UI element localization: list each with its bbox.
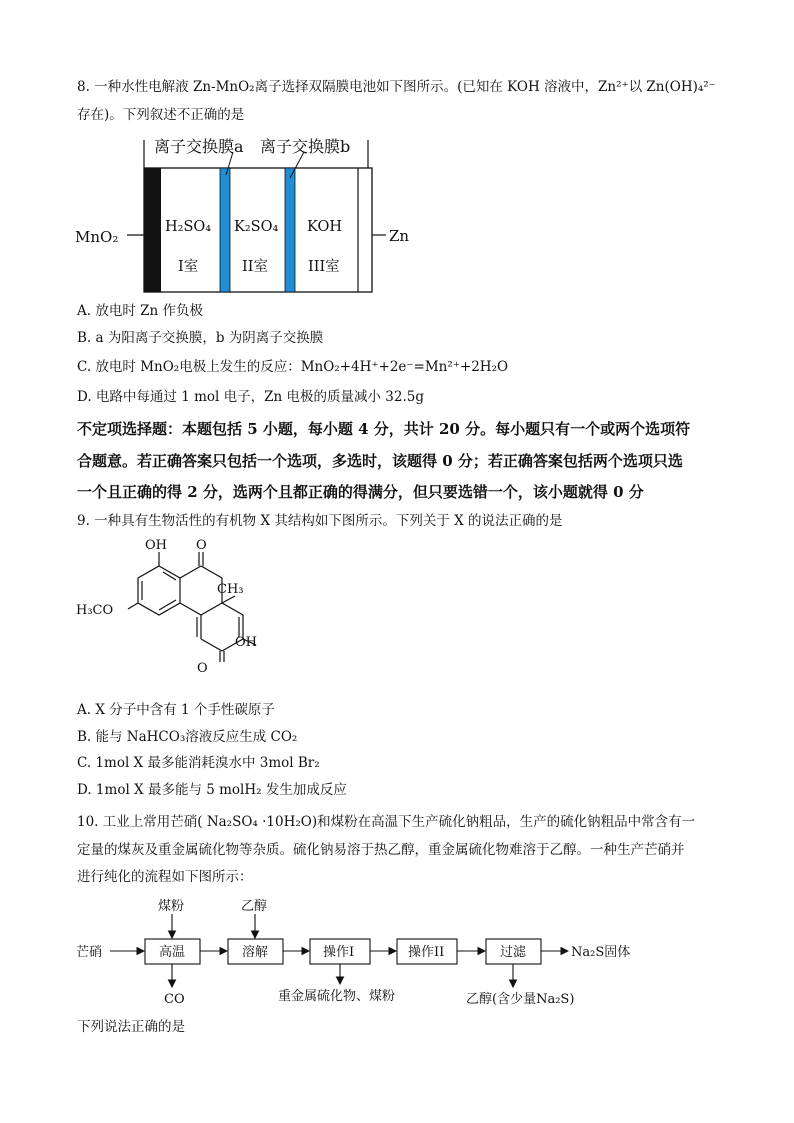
flow-output-label: Na₂S固体 [571,945,631,960]
q8-option-c[interactable]: C. 放电时 MnO₂电极上发生的反应：MnO₂+4H⁺+2e⁻=Mn²⁺+2H₂O [77,359,509,375]
left-electrode-label: MnO₂ [75,228,119,246]
battery-diagram [70,130,420,300]
label-o-bottom: O [197,661,208,676]
box-high-temp-label: 高温 [159,945,186,960]
flow-ethanol-out-label: 乙醇(含少量Na₂S) [466,992,575,1007]
label-oh-right: OH [235,635,257,650]
section-instructions-line1: 不定项选择题：本题包括 5 小题，每小题 4 分，共计 20 分。每小题只有一个或两个选项符 [77,420,691,438]
chamber1-solution: H₂SO₄ [165,219,212,235]
q9-option-a[interactable]: A. X 分子中含有 1 个手性碳原子 [77,702,275,718]
q8-stem-line2: 存在)。下列叙述不正确的是 [77,107,245,123]
box-dissolve-label: 溶解 [242,945,269,960]
chamber3-solution: KOH [307,219,342,235]
flow-residue-label: 重金属硫化物、煤粉 [278,989,396,1004]
q9-option-b[interactable]: B. 能与 NaHCO₃溶液反应生成 CO₂ [77,729,298,745]
q8-stem-line1: 8. 一种水性电解液 Zn-MnO₂离子选择双隔膜电池如下图所示。(已知在 KOH 溶液中，Zn²⁺以 Zn(OH)₄²⁻ [77,79,716,95]
box-operation-2-label: 操作II [408,945,445,960]
flow-coal-label: 煤粉 [158,899,185,914]
box-filter-label: 过滤 [500,945,527,960]
membrane-b [285,168,295,292]
flow-co-label: CO [164,992,185,1007]
label-ch3: CH₃ [217,582,244,597]
chamber2-solution: K₂SO₄ [234,219,279,235]
label-methoxy: H₃CO [76,603,114,618]
q10-stem-line3: 进行纯化的流程如下图所示： [77,869,253,885]
flow-input-label: 芒硝 [76,945,103,960]
q8-option-a[interactable]: A. 放电时 Zn 作负极 [77,303,203,319]
flow-ethanol-label: 乙醇 [241,899,268,914]
membrane-a [220,168,230,292]
chamber3-name: III室 [308,259,340,275]
q10-stem-line1: 10. 工业上常用芒硝( Na₂SO₄ ·10H₂O)和煤粉在高温下生产硫化钠粗品，生产的硫化钠粗品中常含有一 [77,814,696,830]
membrane-a-label: 离子交换膜a [154,137,244,156]
label-oh-top: OH [145,538,167,553]
right-electrode-label: Zn [389,227,410,245]
q9-stem: 9. 一种具有生物活性的有机物 X 其结构如下图所示。下列关于 X 的说法正确的是 [77,513,563,529]
section-instructions-line3: 一个且正确的得 2 分，选两个且都正确的得满分，但只要选错一个，该小题就得 0 分 [77,483,644,501]
chamber1-name: I室 [178,259,199,275]
label-o-top: O [196,538,207,553]
molecule-structure [72,532,272,677]
q9-option-c[interactable]: C. 1mol X 最多能消耗溴水中 3mol Br₂ [77,755,320,771]
process-flow-diagram [70,892,640,1012]
chamber2-name: II室 [242,259,268,275]
mno2-electrode [144,168,161,292]
q10-tail: 下列说法正确的是 [77,1019,185,1035]
q8-option-b[interactable]: B. a 为阳离子交换膜，b 为阴离子交换膜 [77,330,324,346]
q8-option-d[interactable]: D. 电路中每通过 1 mol 电子，Zn 电极的质量减小 32.5g [77,389,424,405]
membrane-b-label: 离子交换膜b [260,137,351,156]
q10-stem-line2: 定量的煤灰及重金属硫化物等杂质。硫化钠易溶于热乙醇，重金属硫化物难溶于乙醇。一种生产芒硝并 [77,842,685,858]
section-instructions-line2: 合题意。若正确答案只包括一个选项，多选时，该题得 0 分；若正确答案包括两个选项只选 [77,452,683,470]
q9-option-d[interactable]: D. 1mol X 最多能与 5 molH₂ 发生加成反应 [77,782,347,798]
box-operation-1-label: 操作I [323,945,355,960]
